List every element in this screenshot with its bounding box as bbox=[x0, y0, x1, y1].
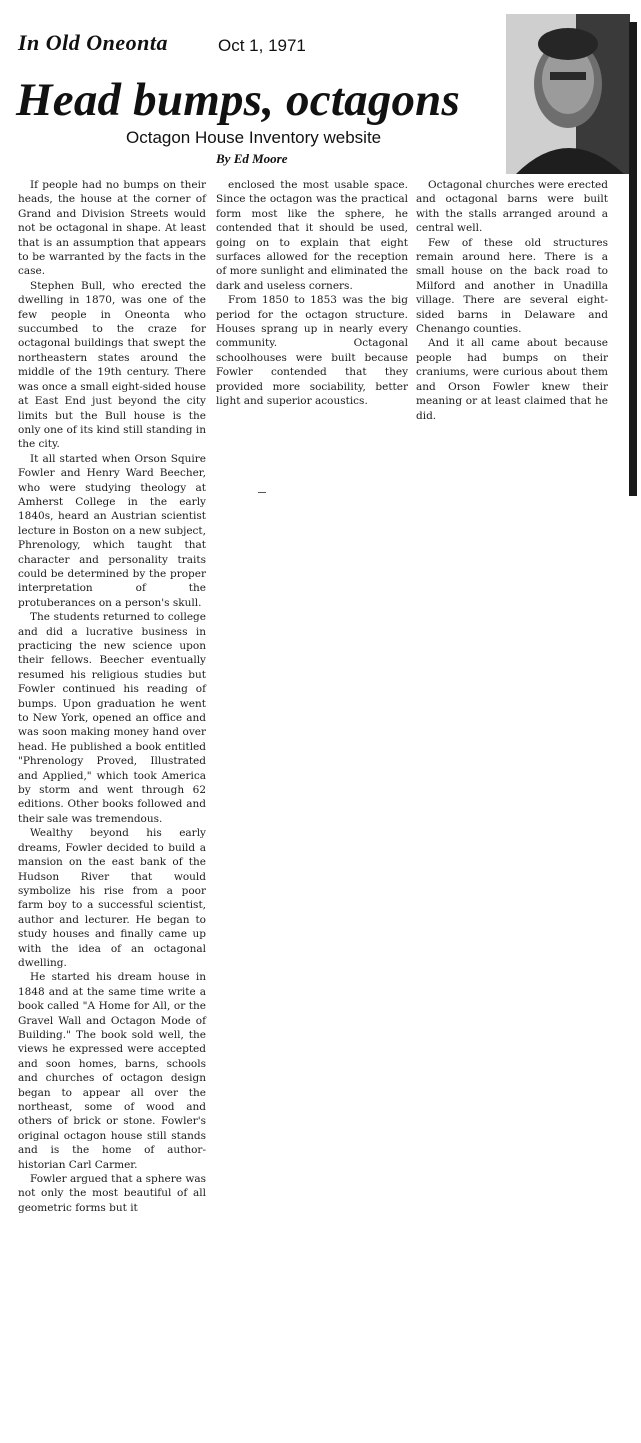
page-edge-bar bbox=[629, 22, 637, 496]
article-paragraph: Octagonal churches were erected and octagonal barns were built with the stalls arranged around a central well. bbox=[416, 179, 608, 235]
article-kicker: In Old Oneonta bbox=[18, 30, 169, 55]
scan-artifact bbox=[258, 492, 266, 493]
article-paragraph: Wealthy beyond his early dreams, Fowler decided to build a mansion on the east bank of the Hudson River that would symbolize his rise from a poor farm boy to a successful scientist, author and lecturer. He began to study houses and finally came up with the idea of an octagonal dwelling. bbox=[18, 827, 206, 969]
headline: Head bumps, octagons bbox=[16, 74, 461, 126]
portrait-photo-icon bbox=[506, 14, 630, 174]
article-paragraph: And it all came about because people had bumps on their craniums, were curious about them and Orson Fowler knew their meaning or at least claimed that he did. bbox=[416, 337, 608, 422]
author-photo bbox=[506, 14, 630, 174]
article-paragraph: enclosed the most usable space. Since the octagon was the practical form most like the sphere, he contended that it should be used, going on to explain that eight surfaces allowed for the reception of more sunlight and eliminated the dark and useless corners. bbox=[216, 179, 408, 292]
article-paragraph: The students returned to college and did a lucrative business in practicing the new science upon their fellows. Beecher eventually resumed his religious studies but Fowler continued his reading of bumps. Upon graduation he went to New York, opened an office and was soon making money hand over head. He published a book entitled "Phrenology Proved, Illustrated and Applied," which took America by storm and went through 62 editions. Other books followed and their sale was tremendous. bbox=[18, 611, 206, 825]
source-annotation: Octagon House Inventory website bbox=[126, 128, 382, 147]
article-column-3 bbox=[416, 178, 608, 423]
article-paragraph: He started his dream house in 1848 and at the same time write a book called "A Home for All, or the Gravel Wall and Octagon Mode of Building." The book sold well, the views he expressed were accepted and soon homes, barns, schools and churches of octagon design began to appear all over the northeast, some of wood and others of brick or stone. Fowler's original octagon house still stands and is the home of author-historian Carl Carmer. bbox=[18, 971, 206, 1171]
article-paragraph: Stephen Bull, who erected the dwelling in 1870, was one of the few people in Oneonta who succumbed to the craze for octagonal buildings that swept the northeastern states around the middle of the 19th century. There was once a small eight-sided house at East End just beyond the city limits but the Bull house is the only one of its kind still standing in the city. bbox=[18, 279, 206, 451]
article-column-1 bbox=[18, 178, 206, 1215]
article-paragraph: Few of these old structures remain around here. There is a small house on the back road to Milford and another in Unadilla village. There are several eight-sided barns in Delaware and Chenango counties. bbox=[416, 236, 608, 336]
byline: By Ed Moore bbox=[216, 151, 288, 166]
article-paragraph: Fowler argued that a sphere was not only the most beautiful of all geometric forms but it bbox=[18, 1173, 206, 1214]
article-column-2 bbox=[216, 178, 408, 409]
date-annotation: Oct 1, 1971 bbox=[218, 36, 306, 55]
article-paragraph: From 1850 to 1853 was the big period for the octagon structure. Houses sprang up in nearly every community. Octagonal schoolhouses were built because Fowler contended that they provided more sociability, better light and superior acoustics. bbox=[216, 294, 408, 408]
article-paragraph: If people had no bumps on their heads, the house at the corner of Grand and Division Streets would not be octagonal in shape. At least that is an assumption that appears to be warranted by the facts in the case. bbox=[18, 179, 206, 278]
article-paragraph: It all started when Orson Squire Fowler and Henry Ward Beecher, who were studying theology at Amherst College in the early 1840s, heard an Austrian scientist lecture in Boston on a new subject, Phrenology, which taught that character and personality traits could be determined by the proper interpretation of the protuberances on a person's skull. bbox=[18, 452, 206, 609]
